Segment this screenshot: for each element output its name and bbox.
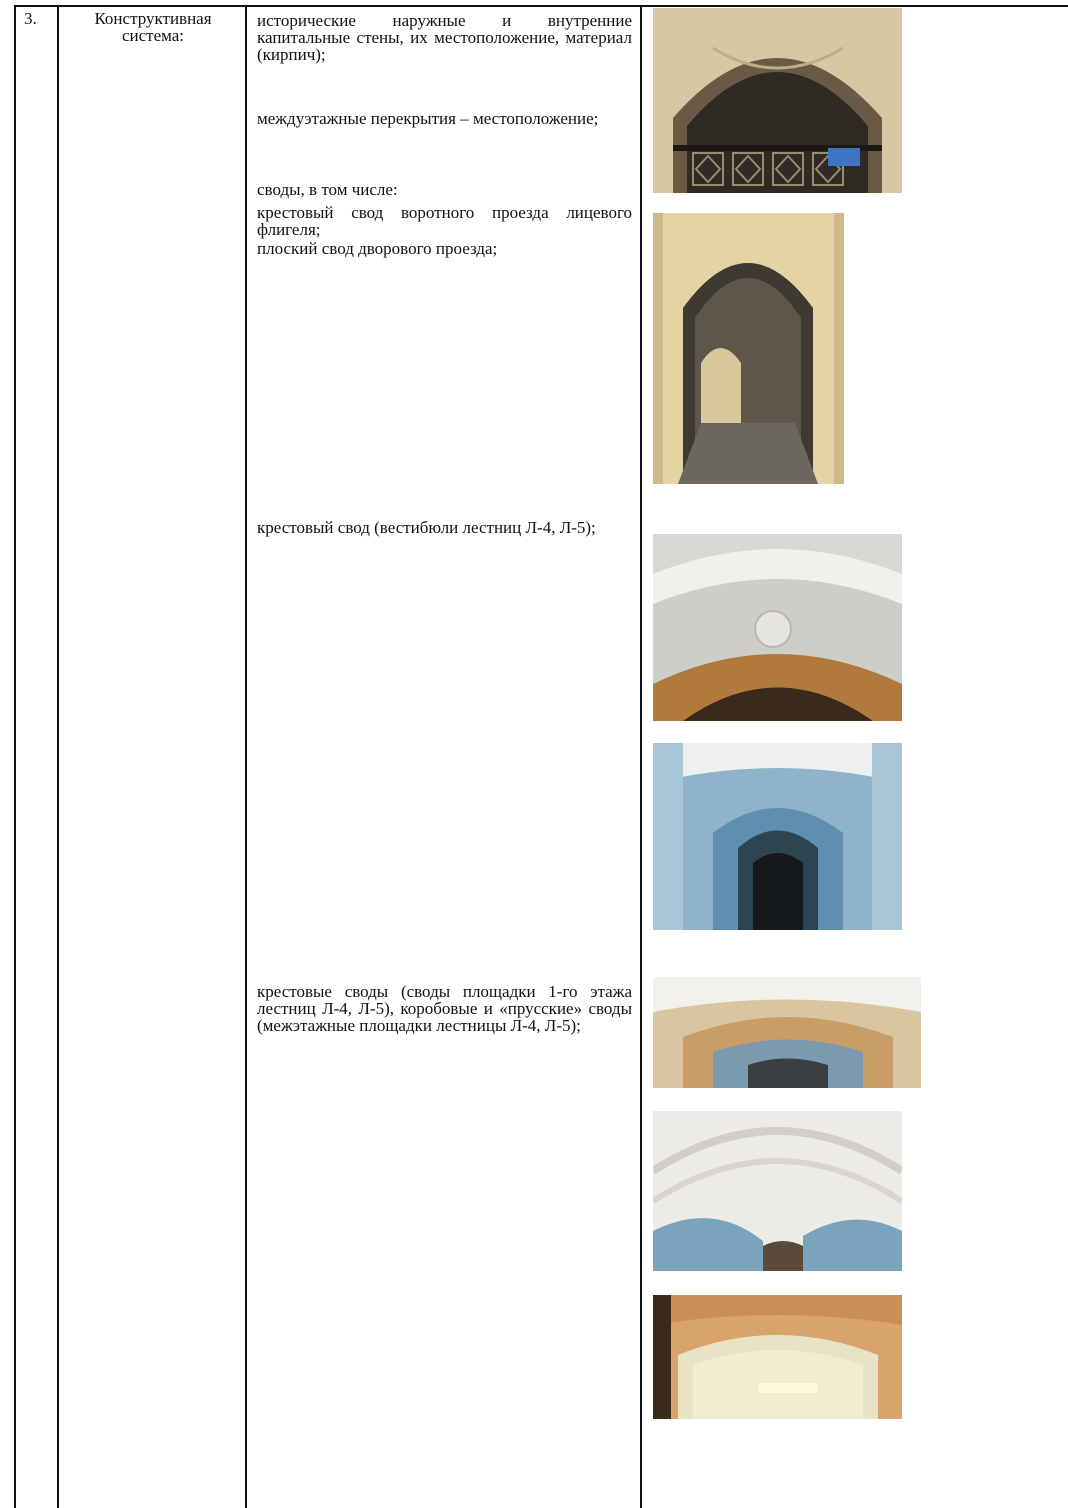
- courtyard-passage-photo: [653, 213, 844, 484]
- column-divider-2: [245, 5, 247, 1508]
- landing-vault-photo-1: [653, 977, 921, 1088]
- row-label: [62, 10, 244, 44]
- landing-vault-photo-2: [653, 1111, 902, 1271]
- row-number: 3.: [24, 9, 37, 28]
- gate-vault-text: крестовый свод воротного проезда лицевого флигеля;: [257, 203, 632, 239]
- vaults-intro-text: своды, в том числе:: [257, 180, 398, 199]
- landing-vault-photo-3: [653, 1295, 902, 1419]
- vestibule-vault-photo-1: [653, 534, 902, 721]
- column-divider-1: [57, 5, 59, 1508]
- walls-text: исторические наружные и внутренние капитальные стены, их местоположение, материал (кирпич);: [257, 11, 632, 64]
- table-left-border: [14, 5, 16, 1508]
- row-label-line-2: система:: [121, 26, 185, 45]
- row-label-line-1: Конструктивная: [94, 9, 212, 28]
- gate-vault-photo: [653, 8, 902, 193]
- vestibule-corridor-photo-2: [653, 743, 902, 930]
- landing-vaults-text: крестовые своды (своды площадки 1-го этажа лестниц Л-4, Л-5), коробовые и «прусские» своды (межэтажные площадки лестницы Л-4, Л-5);: [257, 982, 632, 1035]
- column-divider-3: [640, 5, 642, 1508]
- table-top-rule: [14, 5, 1068, 7]
- floors-text: междуэтажные перекрытия – местоположение;: [257, 109, 599, 128]
- yard-vault-text: плоский свод дворового проезда;: [257, 239, 498, 258]
- vestibule-vault-text: крестовый свод (вестибюли лестниц Л-4, Л-5);: [257, 518, 596, 537]
